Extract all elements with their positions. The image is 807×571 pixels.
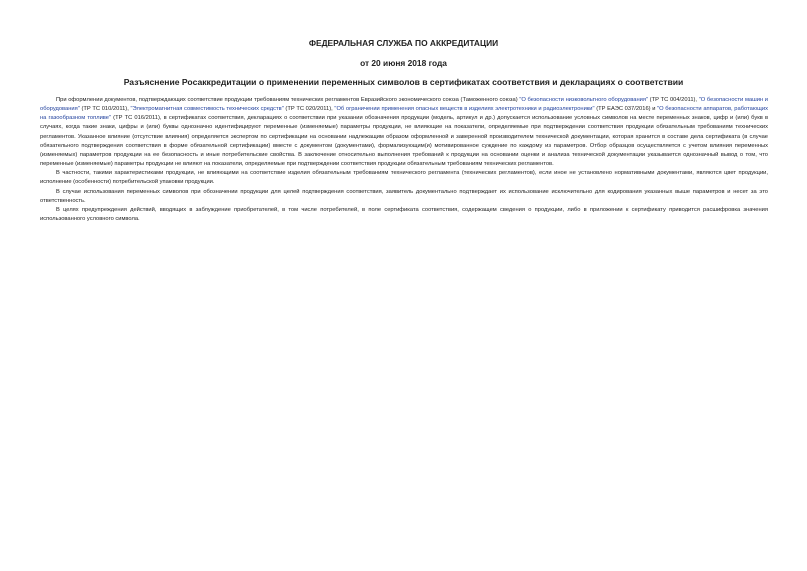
document-date: от 20 июня 2018 года — [360, 58, 447, 68]
document-title: Разъяснение Росаккредитации о применении переменных символов в сертификатах соответствия и декларациях о соответствии — [123, 77, 684, 87]
paragraph-text: (ТР ТС 020/2011), — [283, 106, 335, 113]
paragraph-text: (ТР ТС 004/2011), — [647, 97, 699, 103]
paragraph-4: В целях предупреждения действий, вводящих в заблуждение приобретателей, в том числе потребителей, в поле сертификата соответствия, содержащем сведения о продукции, либо в приложении к сертификату приводится расшифровка значения использованного условного символа. — [40, 206, 768, 223]
document-body — [40, 96, 768, 224]
paragraph-1 — [40, 96, 768, 169]
paragraph-2: В частности, такими характеристиками продукции, не влияющими на соответствие изделия обязательным требованиям технического регламента (технических регламентов), если иное не установлено нормативными документами, являются цвет продукции, исполнение (особенности) потребительской упаковки продукции. — [40, 170, 768, 186]
link-tr-ts-020[interactable]: "Электромагнитная совместимость технических средств" — [130, 106, 284, 113]
link-tr-ts-004[interactable]: "О безопасности низковольтного оборудования" — [519, 97, 648, 103]
paragraph-text: При оформлении документов, подтверждающих соответствие продукции требованиям технических регламентов Евразийского экономического союза (Таможенного союза) — [56, 97, 520, 103]
paragraph-3: В случае использования переменных символов при обозначении продукции для целей подтверждения соответствия, заявитель документально подтверждает их использование исключительно для кодирования указанных выше параметров и несет за это ответственность. — [40, 188, 768, 204]
link-tr-ts-010[interactable]: "О безопасности машин и оборудования" — [40, 97, 768, 113]
agency-heading: ФЕДЕРАЛЬНАЯ СЛУЖБА ПО АККРЕДИТАЦИИ — [308, 38, 499, 48]
paragraph-text: (ТР ТС 010/2011), — [79, 106, 131, 113]
paragraph-text: (ТР ЕАЭС 037/2016) и — [594, 106, 658, 113]
paragraph-text: (ТР ТС 016/2011), в сертификатах соответствия, декларациях о соответствии при указании обозначения продукции (модель, артикул и др.) допускается использование условных символов на месте переменных знаков, цифр и (или) букв в случаях, когда такие знаки, цифры и (или) буквы однозначно идентифицируют переменные (изменяемые) параметры продукции, не влияющие на показатели, определяемые при подтверждении соответствия продукции обязательным требованиям технических регламентов. Указанное влияние (отсутствие влияния) определяется экспертом по сертификации на основании надлежащим образом оформленной и заверенной производителем технической документации, которая хранится в составе дела сертификата (в случае обязательного подтверждения соответствия в форме обязательной сертификации) вместе с документом (документами), формализующим(и) мотивированное суждение по каждому из параметров. Отбор образцов осуществляется с учетом влияния переменных (изменяемых) параметров продукции на ее безопасность и иные потребительские свойства. В заключение относительно выполнения требований к продукции на основании оценки и анализа технической документации указывается однозначный вывод о том, что переменные (изменяемые) параметры продукции не влияют на показатели, определяемые при подтверждении соответствия продукции обязательным требованиям технических регламентов. — [40, 115, 769, 168]
link-tr-ts-016[interactable]: "О безопасности аппаратов, работающих на газообразном топливе" — [40, 106, 768, 122]
link-tr-eaes-037[interactable]: "Об ограничении применения опасных веществ в изделиях электротехники и радиоэлектроники" — [334, 106, 595, 113]
